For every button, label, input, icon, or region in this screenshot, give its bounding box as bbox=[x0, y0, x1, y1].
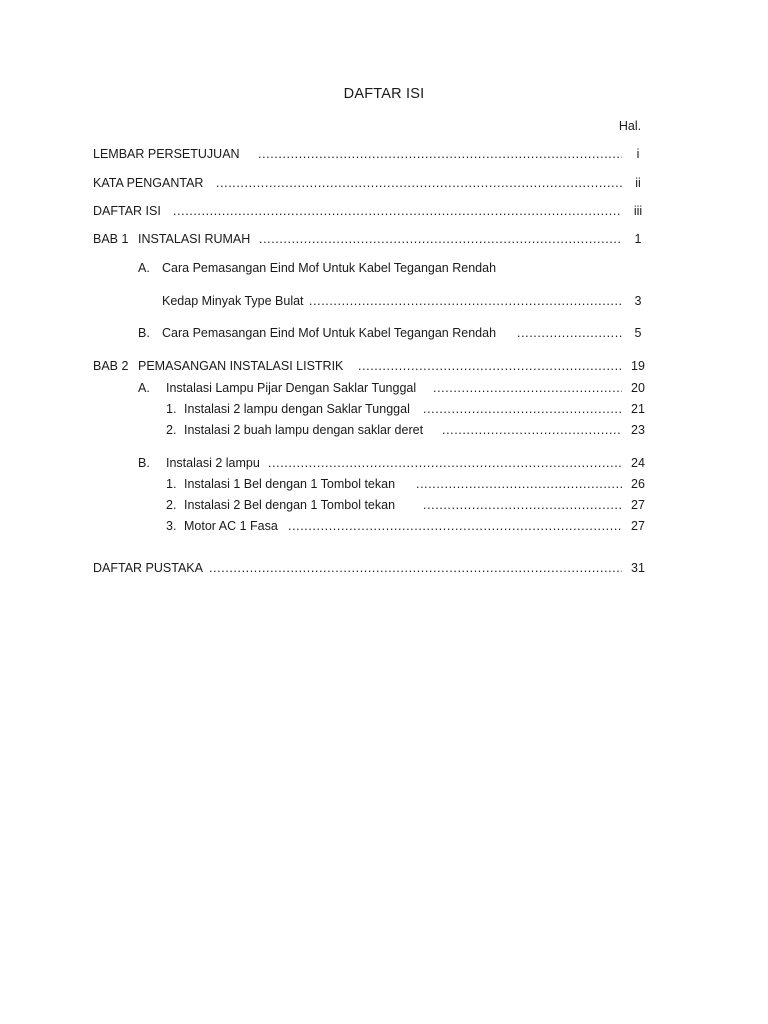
toc-entry-number: A. bbox=[138, 381, 150, 395]
toc-entry-page: 19 bbox=[631, 359, 645, 373]
toc-leader-dots bbox=[517, 325, 622, 341]
toc-leader-dots bbox=[416, 476, 622, 492]
toc-entry-text: Instalasi 2 Bel dengan 1 Tombol tekan bbox=[184, 498, 396, 512]
toc-leader-dots bbox=[288, 518, 622, 534]
toc-leader-dots bbox=[216, 175, 622, 191]
toc-leader-dots bbox=[268, 455, 622, 471]
toc-entry-page: 26 bbox=[631, 477, 645, 491]
toc-entry-number: 3. bbox=[166, 519, 177, 533]
toc-entry-page: 3 bbox=[634, 294, 642, 308]
toc-leader-dots bbox=[259, 231, 622, 247]
toc-leader-dots bbox=[433, 380, 622, 396]
toc-leader-dots bbox=[358, 358, 622, 374]
toc-leader-dots bbox=[258, 146, 622, 162]
toc-entry-text: Instalasi 2 buah lampu dengan saklar deret bbox=[184, 423, 424, 437]
toc-entry-number: B. bbox=[138, 456, 150, 470]
page-title: DAFTAR ISI bbox=[343, 86, 425, 102]
toc-entry-text: Motor AC 1 Fasa bbox=[184, 519, 278, 533]
toc-leader-dots bbox=[173, 203, 622, 219]
toc-leader-dots bbox=[423, 497, 622, 513]
toc-entry-number: A. bbox=[138, 261, 150, 275]
page-column-header: Hal. bbox=[618, 119, 642, 133]
toc-entry-text: INSTALASI RUMAH bbox=[138, 232, 251, 246]
toc-entry-page: i bbox=[636, 147, 640, 161]
toc-leader-dots bbox=[309, 293, 622, 309]
toc-entry-page: 27 bbox=[631, 498, 645, 512]
toc-leader-dots bbox=[423, 401, 622, 417]
toc-entry-page: 1 bbox=[634, 232, 642, 246]
toc-leader-dots bbox=[209, 560, 622, 576]
toc-entry-number: BAB 1 bbox=[93, 232, 129, 246]
toc-entry-number: 1. bbox=[166, 402, 177, 416]
toc-entry-text: Instalasi 2 lampu dengan Saklar Tunggal bbox=[184, 402, 410, 416]
toc-entry-text: Cara Pemasangan Eind Mof Untuk Kabel Tegangan Rendah bbox=[162, 261, 497, 275]
toc-entry-page: 23 bbox=[631, 423, 645, 437]
toc-entry-text: Cara Pemasangan Eind Mof Untuk Kabel Tegangan Rendah bbox=[162, 326, 497, 340]
toc-entry-page: 27 bbox=[631, 519, 645, 533]
toc-entry-number: 2. bbox=[166, 498, 177, 512]
toc-entry-number: 1. bbox=[166, 477, 177, 491]
toc-entry-page: ii bbox=[635, 176, 641, 190]
toc-entry-page: 21 bbox=[631, 402, 645, 416]
toc-entry-text: DAFTAR ISI bbox=[93, 204, 161, 218]
toc-entry-number: BAB 2 bbox=[93, 359, 129, 373]
toc-entry-text: Instalasi 2 lampu bbox=[166, 456, 260, 470]
toc-entry-number: B. bbox=[138, 326, 150, 340]
toc-entry-page: 24 bbox=[631, 456, 645, 470]
toc-entry-page: 31 bbox=[631, 561, 645, 575]
toc-entry-text: Instalasi Lampu Pijar Dengan Saklar Tunggal bbox=[166, 381, 417, 395]
toc-entry-text: Kedap Minyak Type Bulat bbox=[162, 294, 304, 308]
toc-entry-page: 5 bbox=[634, 326, 642, 340]
toc-entry-text: Instalasi 1 Bel dengan 1 Tombol tekan bbox=[184, 477, 396, 491]
toc-entry-text: KATA PENGANTAR bbox=[93, 176, 204, 190]
toc-entry-page: iii bbox=[633, 204, 643, 218]
toc-entry-number: 2. bbox=[166, 423, 177, 437]
toc-entry-page: 20 bbox=[631, 381, 645, 395]
toc-entry-text: LEMBAR PERSETUJUAN bbox=[93, 147, 240, 161]
toc-entry-text: PEMASANGAN INSTALASI LISTRIK bbox=[138, 359, 344, 373]
toc-entry-text: DAFTAR PUSTAKA bbox=[93, 561, 203, 575]
toc-leader-dots bbox=[442, 422, 622, 438]
